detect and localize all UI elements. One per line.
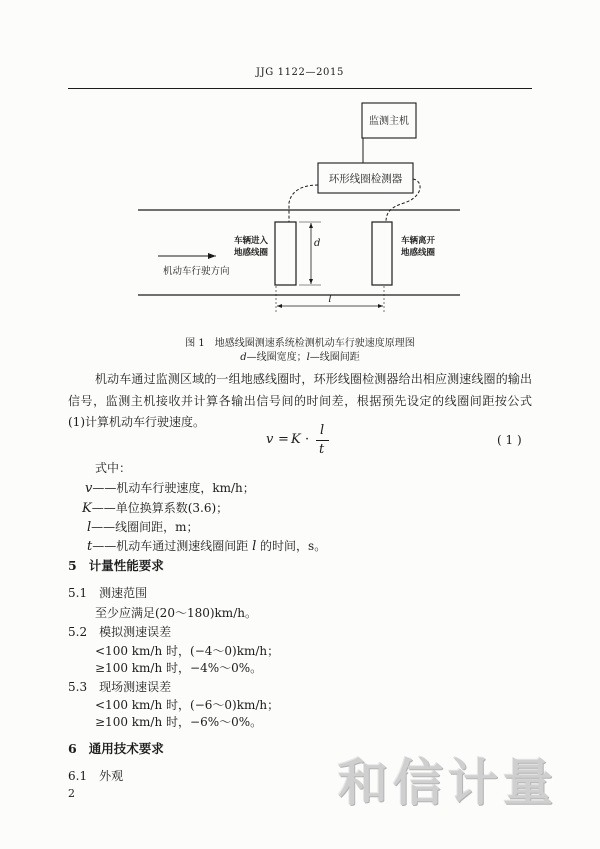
- where-label: 式中：: [95, 461, 132, 475]
- symbol-v-description: ——机动车行驶速度，km/h；: [92, 481, 255, 495]
- symbol-definition: [87, 539, 326, 553]
- subsection-title: 现场测速误差: [99, 680, 172, 694]
- entry-loop: [275, 222, 296, 285]
- requirement-line: 至少应满足(20～180)km/h。: [95, 606, 257, 620]
- legend-text-spacing: —线圈间距: [309, 352, 360, 363]
- entry-loop-label-line2: 地感线圈: [234, 248, 269, 258]
- subsection-title: 模拟测速误差: [99, 625, 172, 639]
- subsection-number: 5.2: [68, 625, 88, 639]
- exit-loop-label-line1: 车辆离开: [401, 236, 436, 246]
- formula-lhs: v: [266, 432, 274, 447]
- section-title: 通用技术要求: [88, 741, 164, 756]
- legend-symbol-d: d: [240, 352, 247, 363]
- subsection-number: 6.1: [68, 769, 88, 783]
- entry-loop-cable: [289, 185, 318, 222]
- formula-factor: K: [291, 432, 301, 447]
- subsection-heading-6-1: [68, 769, 123, 783]
- exit-loop: [372, 222, 392, 285]
- requirement-line: ≥100 km/h 时，−4%～0%。: [95, 661, 263, 675]
- symbol-k-description: ——单位换算系数(3.6)；: [91, 501, 229, 515]
- requirement-line: <100 km/h 时，(−6～0)km/h；: [95, 698, 280, 712]
- symbol-definition: [85, 481, 255, 495]
- figure-caption: 图 1 地感线圈测速系统检测机动车行驶速度原理图: [185, 338, 415, 349]
- page-number: 2: [68, 787, 75, 800]
- section-title: 计量性能要求: [88, 558, 164, 573]
- document-code-header: JJG 1122—2015: [256, 67, 344, 78]
- subsection-title: 测速范围: [99, 586, 148, 600]
- symbol-k: K: [82, 501, 92, 516]
- subsection-title: 外观: [99, 769, 124, 783]
- formula-number: ( 1 ): [497, 433, 522, 447]
- symbol-v: v: [85, 481, 93, 496]
- paragraph-line-3: (1)计算机动车行驶速度。: [68, 415, 205, 429]
- formula-equals: =: [278, 432, 289, 447]
- subsection-number: 5.1: [68, 586, 88, 600]
- driving-direction-label: 机动车行驶方向: [163, 266, 230, 277]
- paragraph-line-1: 机动车通过监测区域的一组地感线圈时，环形线圈检测器给出相应测速线圈的输出: [95, 372, 532, 386]
- legend-symbol-l: l: [306, 352, 310, 363]
- symbol-l-description: ——线圈间距，m；: [91, 520, 199, 534]
- requirement-line: ≥100 km/h 时，−6%～0%。: [95, 715, 263, 729]
- symbol-definition: [82, 501, 228, 515]
- formula-dot: ·: [305, 432, 310, 447]
- symbol-t: t: [87, 539, 93, 554]
- legend-text-width: —线圈宽度；: [246, 352, 307, 363]
- section-heading-5: [68, 559, 164, 573]
- section-number: 6: [68, 741, 77, 756]
- loop-detector-label: 环形线圈检测器: [328, 173, 403, 185]
- symbol-t-description: ——机动车通过测速线圈间距: [92, 539, 253, 553]
- section-heading-6: [68, 742, 164, 756]
- subsection-number: 5.3: [68, 680, 88, 694]
- figure-legend: [0, 351, 600, 365]
- symbol-l: l: [87, 520, 92, 535]
- subsection-heading-5-1: [68, 586, 147, 600]
- symbol-definition: [87, 520, 199, 534]
- formula-numerator: l: [320, 423, 325, 438]
- speed-principle-diagram: [0, 0, 600, 330]
- section-number: 5: [68, 558, 77, 573]
- width-symbol: d: [314, 238, 321, 249]
- symbol-t-inline-l: l: [252, 539, 257, 554]
- entry-loop-label-line1: 车辆进入: [234, 236, 269, 246]
- monitor-host-label: 监测主机: [369, 116, 409, 127]
- subsection-heading-5-3: [68, 680, 171, 694]
- formula-denominator: t: [319, 442, 325, 457]
- spacing-symbol: l: [328, 294, 332, 305]
- formula-fraction-bar: [316, 440, 329, 441]
- requirement-line: <100 km/h 时，(−4～0)km/h；: [95, 644, 280, 658]
- paragraph-line-2: 信号，监测主机接收并计算各输出信号间的时间差，根据预先设定的线圈间距按公式: [68, 394, 532, 408]
- exit-loop-cable: [386, 179, 420, 222]
- exit-loop-label-line2: 地感线圈: [401, 248, 436, 258]
- symbol-t-description-end: 的时间，s。: [256, 539, 327, 553]
- subsection-heading-5-2: [68, 625, 171, 639]
- watermark: 和信计量: [338, 754, 558, 812]
